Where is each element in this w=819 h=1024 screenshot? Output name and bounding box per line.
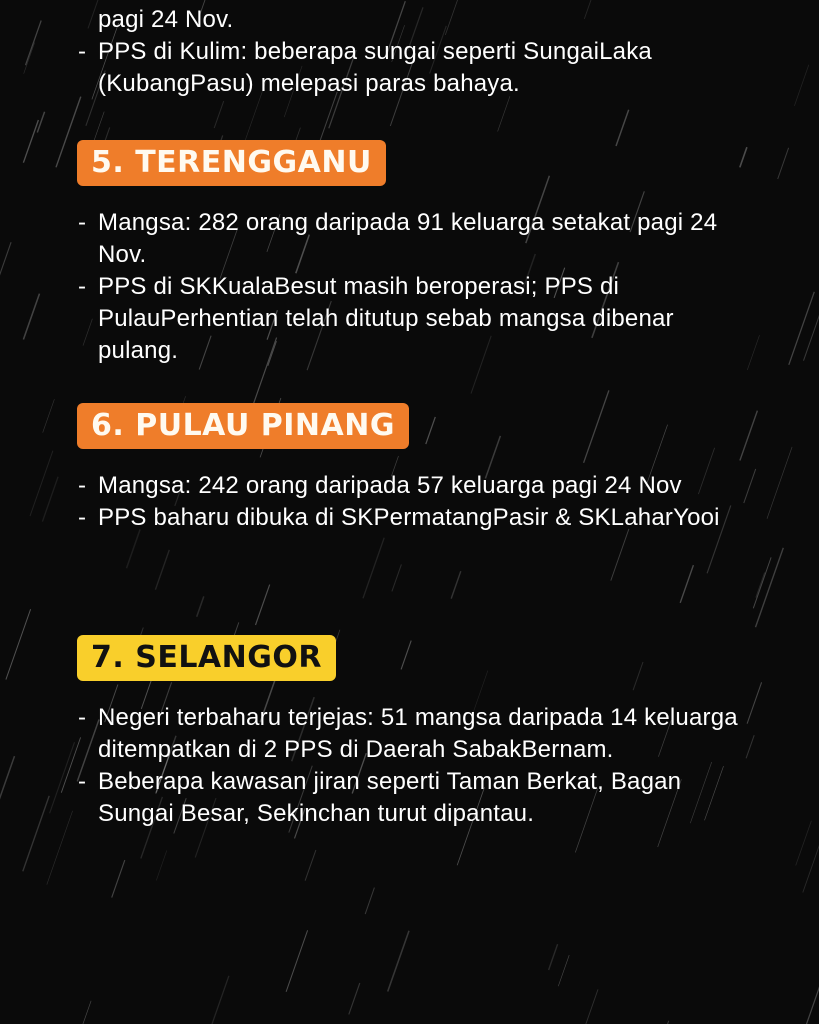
list-item [78,207,758,271]
section-heading-terengganu: 5. TERENGGANU [77,140,386,186]
section-heading-selangor: 7. SELANGOR [77,635,336,681]
list-item [78,702,758,766]
list-item [78,766,758,830]
list-item [78,36,758,100]
list-item-text: PPS baharu dibuka di SKPermatangPasir & SKLaharYooi [98,504,720,531]
list-item-text: pagi 24 Nov. [98,6,234,33]
list-item [78,470,758,502]
bullet-dash: - [78,504,87,531]
list-item [78,4,758,36]
list-item [78,271,758,367]
top-fragment-list [78,4,758,100]
section-list-selangor [78,702,758,830]
section-list-pulau-pinang [78,470,758,534]
list-item [78,502,758,534]
list-item-text: Negeri terbaharu terjejas: 51 mangsa daripada 14 keluarga ditempatkan di 2 PPS di Daerah SabakBernam. [98,704,738,763]
list-item-text: Mangsa: 282 orang daripada 91 keluarga setakat pagi 24 Nov. [98,209,718,268]
bullet-dash: - [78,704,87,731]
bullet-dash: - [78,768,87,795]
bullet-dash: - [78,38,87,65]
list-item-text: Mangsa: 242 orang daripada 57 keluarga pagi 24 Nov [98,472,682,499]
list-item-text: Beberapa kawasan jiran seperti Taman Berkat, Bagan Sungai Besar, Sekinchan turut dipantau. [98,768,682,827]
bullet-dash: - [78,209,87,236]
bullet-dash: - [78,273,87,300]
section-list-terengganu [78,207,758,367]
list-item-text: PPS di Kulim: beberapa sungai seperti SungaiLaka (KubangPasu) melepasi paras bahaya. [98,38,652,97]
list-item-text: PPS di SKKualaBesut masih beroperasi; PPS di PulauPerhentian telah ditutup sebab mangsa dibenar pulang. [98,273,674,364]
bullet-dash: - [78,472,87,499]
section-heading-pulau-pinang: 6. PULAU PINANG [77,403,409,449]
